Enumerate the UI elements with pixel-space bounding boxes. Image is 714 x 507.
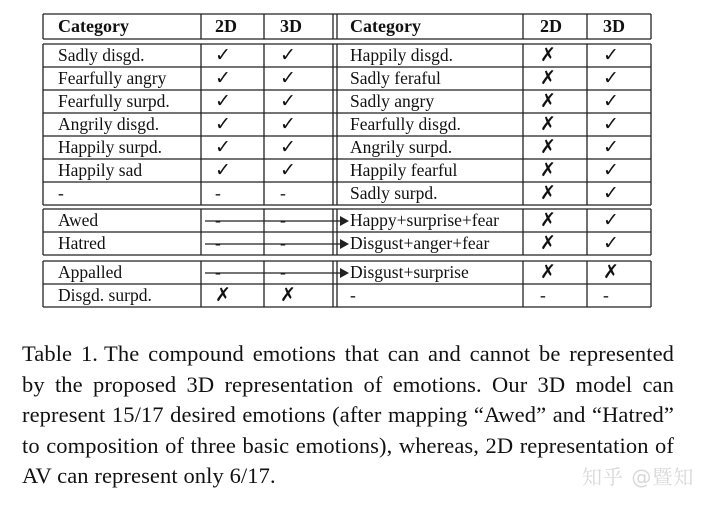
table-cell: ✗ [540, 45, 556, 66]
table-cell: ✗ [540, 160, 556, 181]
caption-label: Table 1. [22, 341, 99, 366]
table-cell: ✗ [540, 114, 556, 135]
mapping-arrow-head [340, 239, 349, 249]
table-cell: Awed [58, 210, 99, 230]
header-cell: Category [350, 16, 421, 36]
table-cell: Happily fearful [350, 160, 458, 180]
table-cell: Sadly feraful [350, 68, 441, 88]
header-cell: 3D [280, 16, 302, 36]
table-cell: ✓ [215, 114, 231, 135]
table-cell: Sadly angry [350, 91, 435, 111]
table-cell: Sadly disgd. [58, 45, 145, 65]
table-cell: - [280, 210, 286, 230]
table-cell: ✓ [603, 137, 619, 158]
watermark: 知乎 @暨知 [582, 465, 695, 489]
table-cell: - [540, 285, 546, 305]
table-cell: ✓ [603, 160, 619, 181]
header-cell: Category [58, 16, 129, 36]
table-cell: ✗ [215, 285, 231, 306]
table-cell: ✓ [603, 210, 619, 231]
table-cell: ✓ [280, 68, 296, 89]
table-cell: ✗ [540, 183, 556, 204]
table-cell: - [215, 262, 221, 282]
table-cell: - [280, 262, 286, 282]
table-cell: ✗ [540, 210, 556, 231]
table-cell: - [350, 285, 356, 305]
table-cell: ✗ [603, 262, 619, 283]
table-cell: - [215, 233, 221, 253]
table-cell: Angrily disgd. [58, 114, 160, 134]
table-cell: ✓ [603, 114, 619, 135]
table-cell: ✓ [280, 91, 296, 112]
mapping-arrow-head [340, 216, 349, 226]
table-cell: Sadly surpd. [350, 183, 438, 203]
table-cell: ✓ [280, 137, 296, 158]
table-cell: - [280, 183, 286, 203]
header-cell: 2D [215, 16, 237, 36]
table-cell: ✗ [280, 285, 296, 306]
table-cell: - [58, 183, 64, 203]
table-cell: Disgd. surpd. [58, 285, 152, 305]
table-cell: Disgust+anger+fear [350, 233, 490, 253]
table-cell: Hatred [58, 233, 106, 253]
table-cell: ✓ [603, 91, 619, 112]
table-cell: ✓ [280, 160, 296, 181]
table-cell: ✓ [215, 91, 231, 112]
table-cell: Fearfully surpd. [58, 91, 170, 111]
table-cell: ✓ [215, 68, 231, 89]
table-cell: Fearfully angry [58, 68, 167, 88]
table-cell: - [215, 183, 221, 203]
table-caption [22, 339, 674, 492]
table-cell: - [280, 233, 286, 253]
table-cell: - [215, 210, 221, 230]
table-cell: ✓ [603, 45, 619, 66]
table-cell: ✓ [215, 45, 231, 66]
table-cell: Angrily surpd. [350, 137, 453, 157]
table-cell: Happy+surprise+fear [350, 210, 499, 230]
table-cell: ✗ [540, 233, 556, 254]
table-cell: - [603, 285, 609, 305]
table-cell: ✗ [540, 91, 556, 112]
table-cell: ✓ [603, 183, 619, 204]
table-cell: ✗ [540, 262, 556, 283]
table-cell: ✓ [215, 160, 231, 181]
mapping-arrow-head [340, 268, 349, 278]
table-cell: ✓ [603, 233, 619, 254]
table-cell: ✓ [215, 137, 231, 158]
table-cell: ✓ [603, 68, 619, 89]
table-cell: Happily surpd. [58, 137, 163, 157]
table-cell: Happily disgd. [350, 45, 454, 65]
table-cell: Happily sad [58, 160, 143, 180]
table-cell: ✓ [280, 114, 296, 135]
table-cell: ✗ [540, 68, 556, 89]
table-cell: ✓ [280, 45, 296, 66]
table-cell: ✗ [540, 137, 556, 158]
table-cell: Disgust+surprise [350, 262, 469, 282]
caption-text: The compound emotions that can and cannot be represented by the proposed 3D representation of emotions. Our 3D model can represent 15/17 desired emotions (after mapping “Awed” and “Hatred” to composition of three basic emotions), whereas, 2D representation of AV can represent only 6/17. [22, 341, 674, 488]
table-cell: Fearfully disgd. [350, 114, 461, 134]
table-cell: Appalled [58, 262, 123, 282]
header-cell: 2D [540, 16, 562, 36]
header-cell: 3D [603, 16, 625, 36]
